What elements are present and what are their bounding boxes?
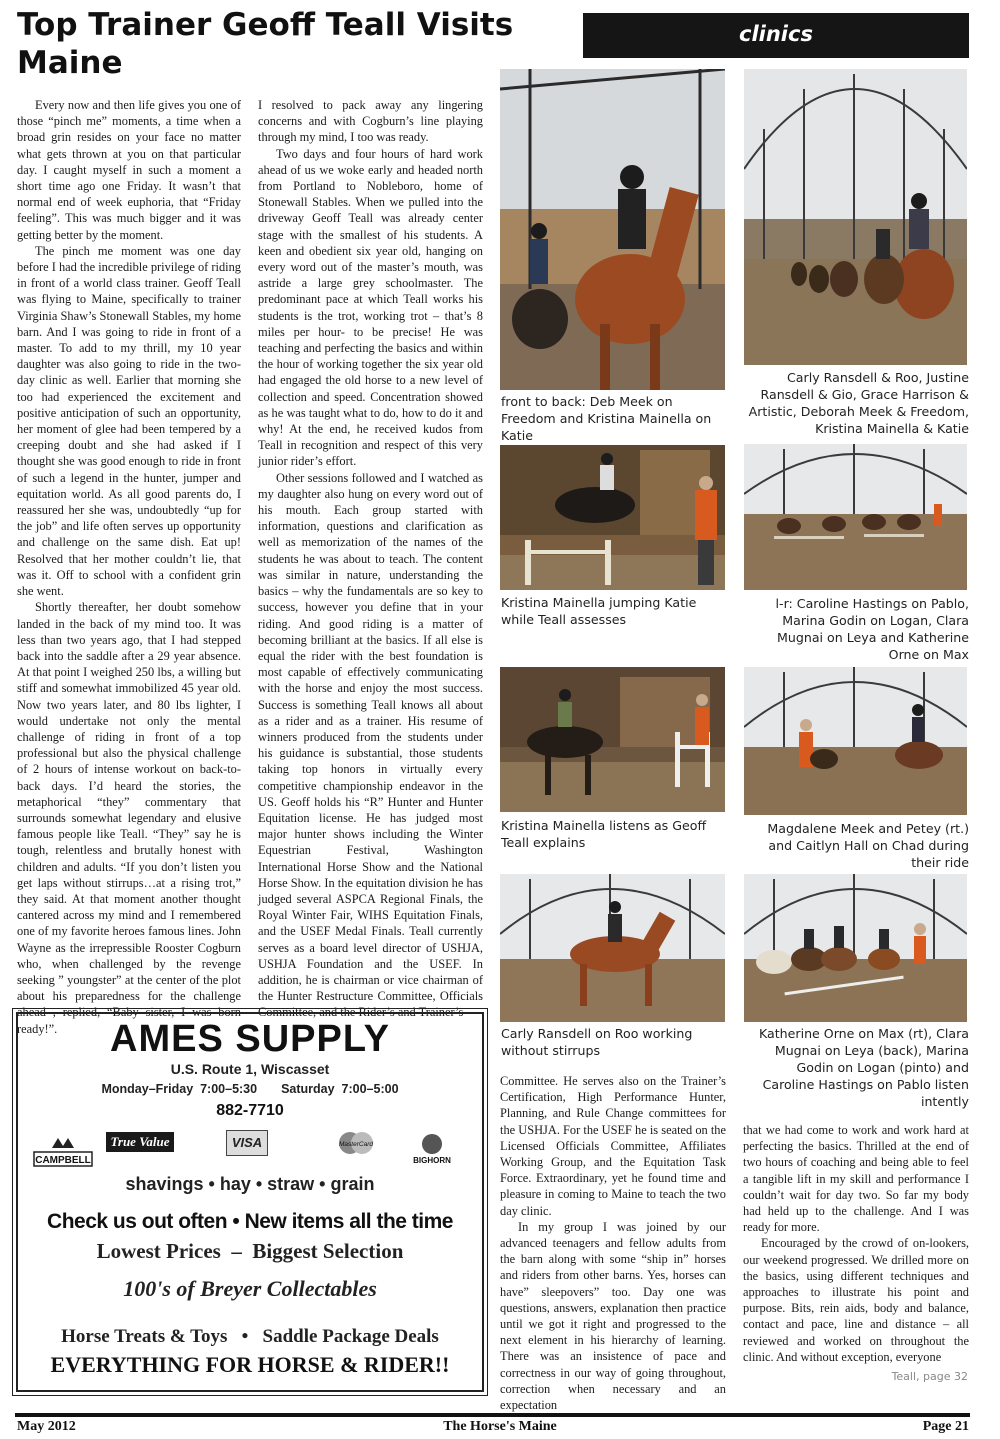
bighorn-logo xyxy=(408,1132,456,1166)
article-paragraph: Committee. He serves also on the Trainer’s Certification, High Performance Hunter, Planning, and Rule Change committees for the USHJA. For the USEF he is seated on the Licensed Officials Committee, Affiliates Working Group, and the Equitation Task Force. Extraordinary, yet he found time and pleasure in coming to Maine to teach the two day clinic. xyxy=(500,1074,726,1218)
section-banner xyxy=(583,13,969,58)
caption-photo-3: Kristina Mainella jumping Katie while Teall assesses xyxy=(501,595,697,627)
ames-supply-ad xyxy=(16,1012,484,1392)
ad-hours-saturday: Saturday 7:00–5:00 xyxy=(281,1082,399,1096)
ad-prices: Lowest Prices – Biggest Selection xyxy=(96,1239,404,1263)
true-value-logo: True Value xyxy=(106,1132,174,1152)
caption-photo-8: Katherine Orne on Max (rt), Clara Mugnai on Leya (back), Marina Godin on Logan (pinto) and Caroline Hastings on Pablo listen intently xyxy=(758,1026,969,1109)
footer-rule xyxy=(15,1413,970,1417)
article-paragraph: Every now and then life gives you one of those “pinch me” moments, a time when a broad grin resides on your face no matter what gets thrown at you on that particular day. I caught myself in such a moment a short time ago one Friday. It wasn’t that normal end of week euphoria, that “Friday feeling”. This was much bigger and it was getting better by the moment. xyxy=(17,98,241,242)
mastercard-logo-text: MasterCard xyxy=(339,1141,373,1148)
photo-carly-without-stirrups xyxy=(500,874,725,1022)
article-paragraph: Other sessions followed and I watched as my daughter also hung on every word out of his mouth. Each group started with information, questions and clarification as well as memorization of the names of the students he was about to teach. The content was similar in nature, understanding the basics – why the fundamentals are so key to success, however you define that in your riding. And good riding is a matter of becoming brilliant at the basics. If all else is equal the rider with the best foundation is most capable of effectively communicating with the horse and enjoy the most success. Success is something Teall knows all about as a rider and as a trainer. His resume of winners produced from the students under his guidance is substantial, those students taking top honors in virtually every competitive championship endeavor in the US. Geoff holds his “R” Hunter and Hunter Equitation license. He has judged most major hunter shows including the Winter Equestrian Festival, Washington International Horse Show and the National Horse Show. In the equitation division he has judged several ASPCA Regional Finals, the Royal Winter Fair, WIHS Equitation Finals, and the USEF Medal Finals. Teall currently serves as a board level director of USHJA, USHJA Foundation and the USEF. In addition, he is chairman or vice chairman of the Hunter Restructure Committee, Officials Committee, and the Rider’s and Trainer’s xyxy=(258,470,483,1020)
ad-phone: 882-7710 xyxy=(216,1102,284,1119)
photo-kristina-listens xyxy=(500,667,725,812)
article-column-4 xyxy=(743,1122,969,1365)
article-paragraph: I resolved to pack away any lingering concerns and with Cogburn’s line playing through my mind, I too was ready. xyxy=(258,98,483,145)
article-paragraph: Two days and four hours of hard work ahead of us we woke early and headed north from Portland to Nobleboro, home of Stonewall Stables. When we pulled into the driveway Geoff Teall was already center stage with the smallest of his students. A keen and obedient six year old, hanging on every word out of the master’s mouth, was astride a large grey schoolmaster. The predominant pace at which Teall works his students is the trot, working trot – that’s 8 miles per hour- to be precise! He was teaching and perfecting the basics and within the hour of working together the six year old had engaged the old horse to a new level of collection and speed. Concentration showed as he was taught what to do, how to do it and why! At the end, he received kudos from Teall in recognition and respect of this very junior rider’s effort. xyxy=(258,146,483,469)
photo-group-riders xyxy=(744,69,967,365)
article-column-2 xyxy=(258,97,483,1021)
section-label: clinics xyxy=(739,22,813,46)
ad-address: U.S. Route 1, Wiscasset xyxy=(170,1061,330,1077)
ad-products: shavings • hay • straw • grain xyxy=(125,1174,375,1194)
campbell-logo-text: CAMPBELL xyxy=(35,1155,91,1166)
photo-jumping-katie xyxy=(500,445,725,590)
ad-treats: Horse Treats & Toys • Saddle Package Deals xyxy=(61,1326,439,1347)
campbell-logo xyxy=(32,1134,94,1168)
caption-photo-2: Carly Ransdell & Roo, Justine Ransdell & Gio, Grace Harrison & Artistic, Deborah Meek & Freedom, Kristina Mainella & Katie xyxy=(748,370,969,436)
continued-note: Teall, page 32 xyxy=(891,1370,968,1383)
footer-publication: The Horse's Maine xyxy=(443,1419,557,1434)
ad-slogan: Check us out often • New items all the time xyxy=(47,1210,453,1233)
article-paragraph: The pinch me moment was one day before I had the incredible privilege of riding in front of a world class trainer. Geoff Teall was flying to Maine, specifically to trainer Virginia Shaw’s Stonewall Stables, my home barn. And I was going to ride in front of a master. To add to my thrill, my 10 year daughter was also going to ride in the two-day clinic as well. Earlier that morning she too had experienced the excitement and positive anticipation of such an opportunity, her moment of glee had been tempered by a creeping doubt and she had asked if I thought she was good enough to ride in front of such a legend in the hunter, jumper and equitation world. As all good parents do, I reassured her she was, undoubtedly “up for the job” and life often serves up opportunity and challenge on the same dish. Eat up! Resolved that her mother couldn’t lie, that was it. Off to school with a confident grin she went. xyxy=(17,243,241,599)
photo-magdalene-meek xyxy=(744,667,967,815)
photo-deb-meek-freedom xyxy=(500,69,725,390)
article-column-1 xyxy=(17,97,241,1037)
footer-date: May 2012 xyxy=(17,1419,76,1434)
caption-photo-1: front to back: Deb Meek on Freedom and Kristina Mainella on Katie xyxy=(501,394,712,443)
ad-everything: EVERYTHING FOR HORSE & RIDER!! xyxy=(50,1352,450,1377)
visa-logo: VISA xyxy=(226,1130,268,1156)
article-paragraph: Encouraged by the crowd of on-lookers, our weekend progressed. We drilled more on the basics, using different techniques and approaches to illustrate his point and purpose. Bits, rein aids, body and balance, contact and pace, line and distance – all reviewed and worked on throughout the clinic. And without exception, everyone xyxy=(743,1236,969,1364)
mastercard-logo xyxy=(336,1130,376,1156)
ad-breyer: 100's of Breyer Collectables xyxy=(123,1276,377,1301)
article-paragraph: In my group I was joined by our advanced teenagers and fellow adults from the barn along with some “ship in” horses and riders from other barns. Yes, horses can have” sleepovers” too. Day one was questions, answers, explanation then practice until we got it right and progressed to the next element in his hierarchy of learning. There was an insistence of pace and correctness in our way of going throughout, correction when necessary and an expectation xyxy=(500,1219,726,1413)
photo-four-riders-lineup xyxy=(744,444,967,590)
ad-hours-weekday: Monday–Friday 7:00–5:30 xyxy=(101,1082,258,1096)
caption-photo-5: Kristina Mainella listens as Geoff Teall explains xyxy=(501,818,707,850)
ad-store-name: AMES SUPPLY xyxy=(110,1018,390,1060)
article-paragraph: that we had come to work and work hard at perfecting the basics. Thrilled at the end of two hours of coaching and being able to feel a tangible lift in my skill and performance I couldn’t wait for day two. So far my body had held up to the challenge. And I was ready for more. xyxy=(743,1123,969,1235)
footer-page-number: Page 21 xyxy=(922,1419,969,1434)
caption-photo-7: Carly Ransdell on Roo working without stirrups xyxy=(501,1026,693,1058)
caption-photo-4: l-r: Caroline Hastings on Pablo, Marina Godin on Logan, Clara Mugnai on Leya and Katherine Orne on Max xyxy=(775,596,969,662)
bighorn-logo-text: BIGHORN xyxy=(413,1156,451,1165)
article-title: Top Trainer Geoff Teall Visits Maine xyxy=(17,7,514,81)
article-paragraph: Shortly thereafter, her doubt somehow landed in the back of my mind too. It was less than two years ago, that I had stepped back into the saddle after a 29 year absence. At that point I weighed 250 lbs, a willing but stiff and somewhat immobilized 45 year old. Now two years later, and 80 lbs lighter, I would undertake not only the mental challenge of riding in front of a top professional but also the physical challenge of 2 hours of intense workout on back-to-back days. I’d heard the stories, the metaphorical “they” commentary that surrounds somewhat legendary and elusive famous people like Teall. “They” say he is tough, relentless and brutally honest with children and adults. “If you don’t listen you get laps without stirrups…at a rising trot,” they said. At that moment another thought cantered across my mind and I remembered one of my favorite heroes famous lines. John Wayne as the irrepressible Rooster Cogburn who, when challenged by the revenge seeking ” youngster” at the center of the plot about his preparedness for the challenge ahead , replied, “Baby sister, I was born ready!”. xyxy=(17,600,241,1036)
ad-logo-row xyxy=(18,1128,482,1168)
article-column-3 xyxy=(500,1073,726,1413)
photo-riders-listen-intently xyxy=(744,874,967,1022)
caption-photo-6: Magdalene Meek and Petey (rt.) and Caitlyn Hall on Chad during their ride xyxy=(767,821,969,870)
